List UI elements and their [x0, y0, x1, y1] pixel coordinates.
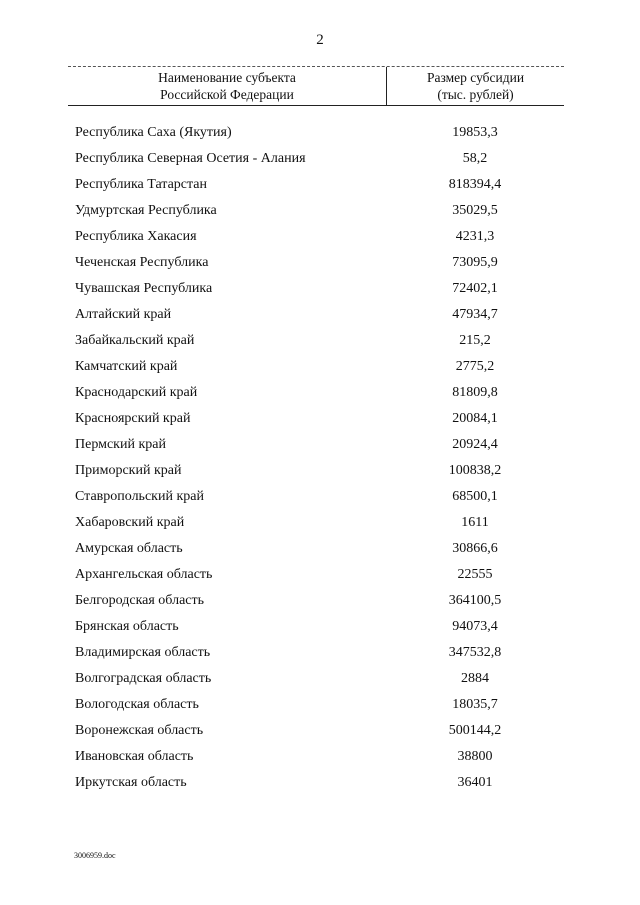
table-body	[0, 120, 640, 796]
subsidy-value: 500144,2	[448, 723, 502, 738]
region-name: Алтайский край	[75, 307, 172, 322]
region-name: Чувашская Республика	[75, 281, 213, 296]
table-row	[0, 484, 640, 510]
subsidy-value: 35029,5	[452, 203, 498, 218]
subsidy-value: 73095,9	[452, 255, 498, 270]
table-row	[0, 198, 640, 224]
table-row	[0, 536, 640, 562]
region-name: Ивановская область	[75, 749, 194, 764]
region-name: Республика Хакасия	[75, 229, 197, 244]
region-name: Пермский край	[75, 437, 166, 452]
subsidy-value: 1611	[461, 515, 489, 530]
header-region-line1: Наименование субъекта	[158, 70, 296, 85]
header-region-name	[68, 67, 387, 105]
table-row	[0, 250, 640, 276]
table-row	[0, 120, 640, 146]
table-row	[0, 458, 640, 484]
table-row	[0, 510, 640, 536]
table-row	[0, 354, 640, 380]
subsidy-value: 20084,1	[452, 411, 498, 426]
table-row	[0, 380, 640, 406]
subsidy-value: 2884	[461, 671, 489, 686]
table-row	[0, 718, 640, 744]
subsidy-value: 36401	[457, 775, 493, 790]
subsidy-value: 364100,5	[448, 593, 502, 608]
region-name: Архангельская область	[75, 567, 213, 582]
subsidy-value: 215,2	[459, 333, 491, 348]
table-row	[0, 328, 640, 354]
region-name: Владимирская область	[75, 645, 211, 660]
table-row	[0, 172, 640, 198]
subsidy-value: 2775,2	[455, 359, 495, 374]
header-amount-line2: (тыс. рублей)	[437, 87, 514, 102]
subsidy-value: 30866,6	[452, 541, 498, 556]
region-name: Чеченская Республика	[75, 255, 209, 270]
table-row	[0, 432, 640, 458]
header-subsidy-amount	[387, 67, 564, 105]
region-name: Хабаровский край	[75, 515, 185, 530]
region-name: Камчатский край	[75, 359, 178, 374]
subsidy-value: 22555	[457, 567, 493, 582]
header-region-line2: Российской Федерации	[160, 87, 294, 102]
region-name: Воронежская область	[75, 723, 204, 738]
region-name: Иркутская область	[75, 775, 187, 790]
subsidy-value: 4231,3	[455, 229, 495, 244]
table-row	[0, 224, 640, 250]
region-name: Амурская область	[75, 541, 183, 556]
subsidy-value: 18035,7	[452, 697, 498, 712]
region-name: Белгородская область	[75, 593, 205, 608]
region-name: Забайкальский край	[75, 333, 195, 348]
region-name: Республика Саха (Якутия)	[75, 125, 232, 140]
subsidy-value: 81809,8	[452, 385, 498, 400]
document-filename: 3006959.doc	[74, 851, 116, 860]
subsidy-value: 20924,4	[452, 437, 498, 452]
table-row	[0, 146, 640, 172]
table-row	[0, 666, 640, 692]
region-name: Республика Татарстан	[75, 177, 208, 192]
table-row	[0, 770, 640, 796]
header-amount-line1: Размер субсидии	[426, 70, 525, 85]
table-row	[0, 744, 640, 770]
subsidy-value: 58,2	[462, 151, 488, 166]
region-name: Республика Северная Осетия - Алания	[75, 151, 306, 166]
subsidy-value: 72402,1	[452, 281, 498, 296]
subsidy-value: 818394,4	[448, 177, 502, 192]
table-row	[0, 302, 640, 328]
subsidy-value: 38800	[457, 749, 493, 764]
region-name: Приморский край	[75, 463, 182, 478]
table-row	[0, 640, 640, 666]
region-name: Красноярский край	[75, 411, 191, 426]
region-name: Удмуртская Республика	[75, 203, 217, 218]
subsidy-value: 19853,3	[452, 125, 498, 140]
subsidy-value: 94073,4	[452, 619, 498, 634]
table-row	[0, 614, 640, 640]
table-row	[0, 562, 640, 588]
subsidy-value: 347532,8	[448, 645, 502, 660]
table-row	[0, 588, 640, 614]
subsidy-value: 68500,1	[452, 489, 498, 504]
region-name: Брянская область	[75, 619, 179, 634]
region-name: Волгоградская область	[75, 671, 212, 686]
region-name: Краснодарский край	[75, 385, 198, 400]
table-row	[0, 406, 640, 432]
subsidy-value: 100838,2	[448, 463, 502, 478]
table-header	[68, 66, 564, 106]
subsidy-value: 47934,7	[452, 307, 498, 322]
table-row	[0, 276, 640, 302]
page-number: 2	[316, 32, 324, 48]
table-row	[0, 692, 640, 718]
region-name: Вологодская область	[75, 697, 199, 712]
region-name: Ставропольский край	[75, 489, 204, 504]
